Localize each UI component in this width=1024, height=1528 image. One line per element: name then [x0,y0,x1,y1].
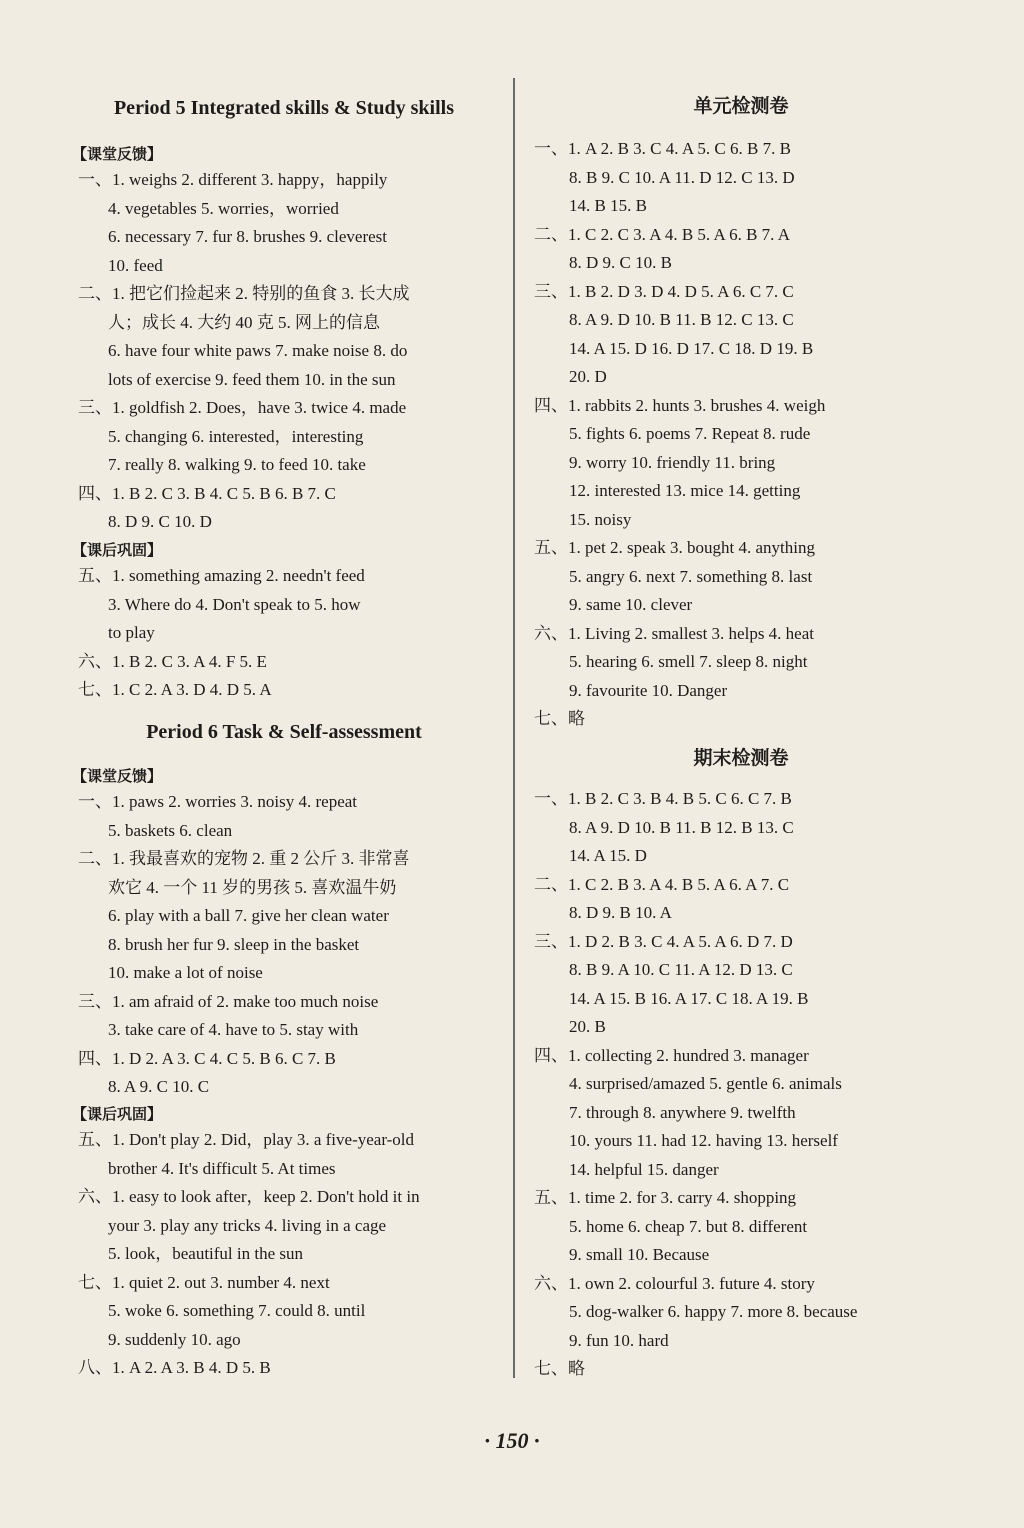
answer-line: 7. through 8. anywhere 9. twelfth [569,1102,796,1122]
answer-line: 六、1. own 2. colourful 3. future 4. story [534,1273,815,1293]
period6-title: Period 6 Task & Self-assessment [146,721,422,743]
period5-after-class-answers [78,562,365,705]
answer-line: 6. have four white paws 7. make noise 8. do [108,341,408,360]
answer-line: 三、1. D 2. B 3. C 4. A 5. A 6. D 7. D [534,931,793,951]
answer-line: 一、1. weighs 2. different 3. happy，happily [78,170,388,189]
answer-line: 8. brush her fur 9. sleep in the basket [108,934,360,954]
answer-line: 5. look，beautiful in the sun [108,1244,304,1263]
answer-line: 四、1. collecting 2. hundred 3. manager [534,1045,809,1065]
answer-line: 20. D [569,367,607,386]
answer-line: 七、略 [534,1359,585,1378]
period5-title: Period 5 Integrated skills & Study skills [113,97,455,119]
answer-line: 14. A 15. D 16. D 17. C 18. D 19. B [569,338,814,358]
answer-line: 5. fights 6. poems 7. Repeat 8. rude [569,424,811,443]
answer-line: 9. suddenly 10. ago [108,1329,241,1349]
answer-line: 三、1. B 2. D 3. D 4. D 5. A 6. C 7. C [534,281,794,301]
period6-classroom-answers [78,788,410,1102]
answer-line: 二、1. 我最喜欢的宠物 2. 重 2 公斤 3. 非常喜 [78,849,410,868]
answer-line: 6. necessary 7. fur 8. brushes 9. cleverest [108,227,387,246]
column-divider [513,78,515,1378]
answer-line: brother 4. It's difficult 5. At times [108,1158,336,1178]
answer-line: 一、1. B 2. C 3. B 4. B 5. C 6. C 7. B [534,789,792,808]
answer-line: 8. B 9. A 10. C 11. A 12. D 13. C [569,960,793,979]
answer-line: 欢它 4. 一个 11 岁的男孩 5. 喜欢温牛奶 [108,877,397,897]
answer-line: 5. dog-walker 6. happy 7. more 8. because [569,1302,858,1321]
answer-line: 12. interested 13. mice 14. getting [569,481,801,500]
answer-line: 一、1. A 2. B 3. C 4. A 5. C 6. B 7. B [534,139,791,158]
answer-line: 二、1. C 2. C 3. A 4. B 5. A 6. B 7. A [534,224,790,244]
answer-line: 8. A 9. D 10. B 11. B 12. B 13. C [569,817,794,837]
answer-line: 5. angry 6. next 7. something 8. last [569,566,813,586]
answer-line: to play [108,623,155,642]
answer-line: 14. B 15. B [569,196,647,215]
answer-line: your 3. play any tricks 4. living in a cage [108,1215,387,1235]
answer-line: 六、1. easy to look after，keep 2. Don't hold it in [78,1187,420,1206]
answer-line: 人；成长 4. 大约 40 克 5. 网上的信息 [108,312,380,332]
period6-classroom-header: 【课堂反馈】 [72,767,163,785]
answer-line: 七、略 [534,709,585,728]
answer-line: 五、1. pet 2. speak 3. bought 4. anything [534,538,815,557]
answer-line: 8. D 9. C 10. B [569,253,672,272]
answer-line: 五、1. Don't play 2. Did，play 3. a five-year-old [78,1130,415,1149]
period5-after-class-header: 【课后巩固】 [72,541,163,559]
answer-line: 10. feed [108,255,163,275]
answer-line: 三、1. am afraid of 2. make too much noise [78,991,379,1011]
answer-line: 七、1. quiet 2. out 3. number 4. next [78,1272,330,1292]
answer-line: 10. yours 11. had 12. having 13. herself [569,1131,838,1150]
answer-line: 8. D 9. B 10. A [569,903,672,922]
unit-test-answers [534,135,825,734]
answer-line: 4. surprised/amazed 5. gentle 6. animals [569,1074,842,1093]
answer-line: 四、1. rabbits 2. hunts 3. brushes 4. weigh [534,395,826,415]
answer-line: 三、1. goldfish 2. Does，have 3. twice 4. made [78,398,407,417]
answer-line: 9. small 10. Because [569,1245,710,1264]
answer-line: 七、1. C 2. A 3. D 4. D 5. A [78,680,272,699]
unit-test-title: 单元检测卷 [693,95,789,117]
period6-after-class-answers [78,1126,420,1383]
answer-line: 5. home 6. cheap 7. but 8. different [569,1216,808,1236]
period6-after-class-header: 【课后巩固】 [72,1105,163,1123]
final-test-title: 期末检测卷 [693,747,789,769]
answer-line: 14. A 15. D [569,846,647,865]
answer-line: 15. noisy [569,509,632,529]
answer-line: 9. favourite 10. Danger [569,680,728,700]
answer-line: 一、1. paws 2. worries 3. noisy 4. repeat [78,792,358,811]
answer-line: 六、1. B 2. C 3. A 4. F 5. E [78,651,267,671]
page-number: · 150 · [484,1428,540,1453]
answer-line: 四、1. B 2. C 3. B 4. C 5. B 6. B 7. C [78,483,336,503]
answer-line: 14. A 15. B 16. A 17. C 18. A 19. B [569,988,809,1008]
answer-line: 9. worry 10. friendly 11. bring [569,452,776,472]
answer-line: 20. B [569,1017,606,1036]
answer-line: 5. woke 6. something 7. could 8. until [108,1301,366,1320]
answer-line: lots of exercise 9. feed them 10. in the sun [108,369,396,389]
answer-line: 8. D 9. C 10. D [108,512,212,531]
answer-line: 10. make a lot of noise [108,963,263,982]
answer-line: 9. same 10. clever [569,595,693,614]
answer-line: 五、1. time 2. for 3. carry 4. shopping [534,1188,797,1207]
answer-line: 8. A 9. C 10. C [108,1077,210,1096]
answer-line: 8. A 9. D 10. B 11. B 12. C 13. C [569,310,794,329]
answer-line: 5. changing 6. interested，interesting [108,426,364,446]
answer-line: 5. baskets 6. clean [108,820,233,840]
answer-line: 5. hearing 6. smell 7. sleep 8. night [569,652,808,671]
final-test-answers [534,785,857,1384]
answer-line: 8. B 9. C 10. A 11. D 12. C 13. D [569,167,795,187]
period5-classroom-answers [78,166,410,537]
answer-line: 八、1. A 2. A 3. B 4. D 5. B [78,1358,271,1377]
answer-line: 3. Where do 4. Don't speak to 5. how [108,594,361,614]
answer-line: 3. take care of 4. have to 5. stay with [108,1020,359,1039]
answer-line: 14. helpful 15. danger [569,1159,719,1179]
period5-classroom-header: 【课堂反馈】 [72,145,163,163]
answer-line: 六、1. Living 2. smallest 3. helps 4. heat [534,623,814,643]
answer-line: 9. fun 10. hard [569,1330,669,1350]
answer-line: 4. vegetables 5. worries，worried [108,198,339,218]
answer-line: 7. really 8. walking 9. to feed 10. take [108,455,366,474]
answer-line: 6. play with a ball 7. give her clean water [108,906,389,925]
answer-line: 四、1. D 2. A 3. C 4. C 5. B 6. C 7. B [78,1048,336,1068]
answer-line: 二、1. 把它们捡起来 2. 特别的鱼食 3. 长大成 [78,284,410,303]
answer-line: 五、1. something amazing 2. needn't feed [78,566,365,585]
answer-line: 二、1. C 2. B 3. A 4. B 5. A 6. A 7. C [534,874,790,894]
